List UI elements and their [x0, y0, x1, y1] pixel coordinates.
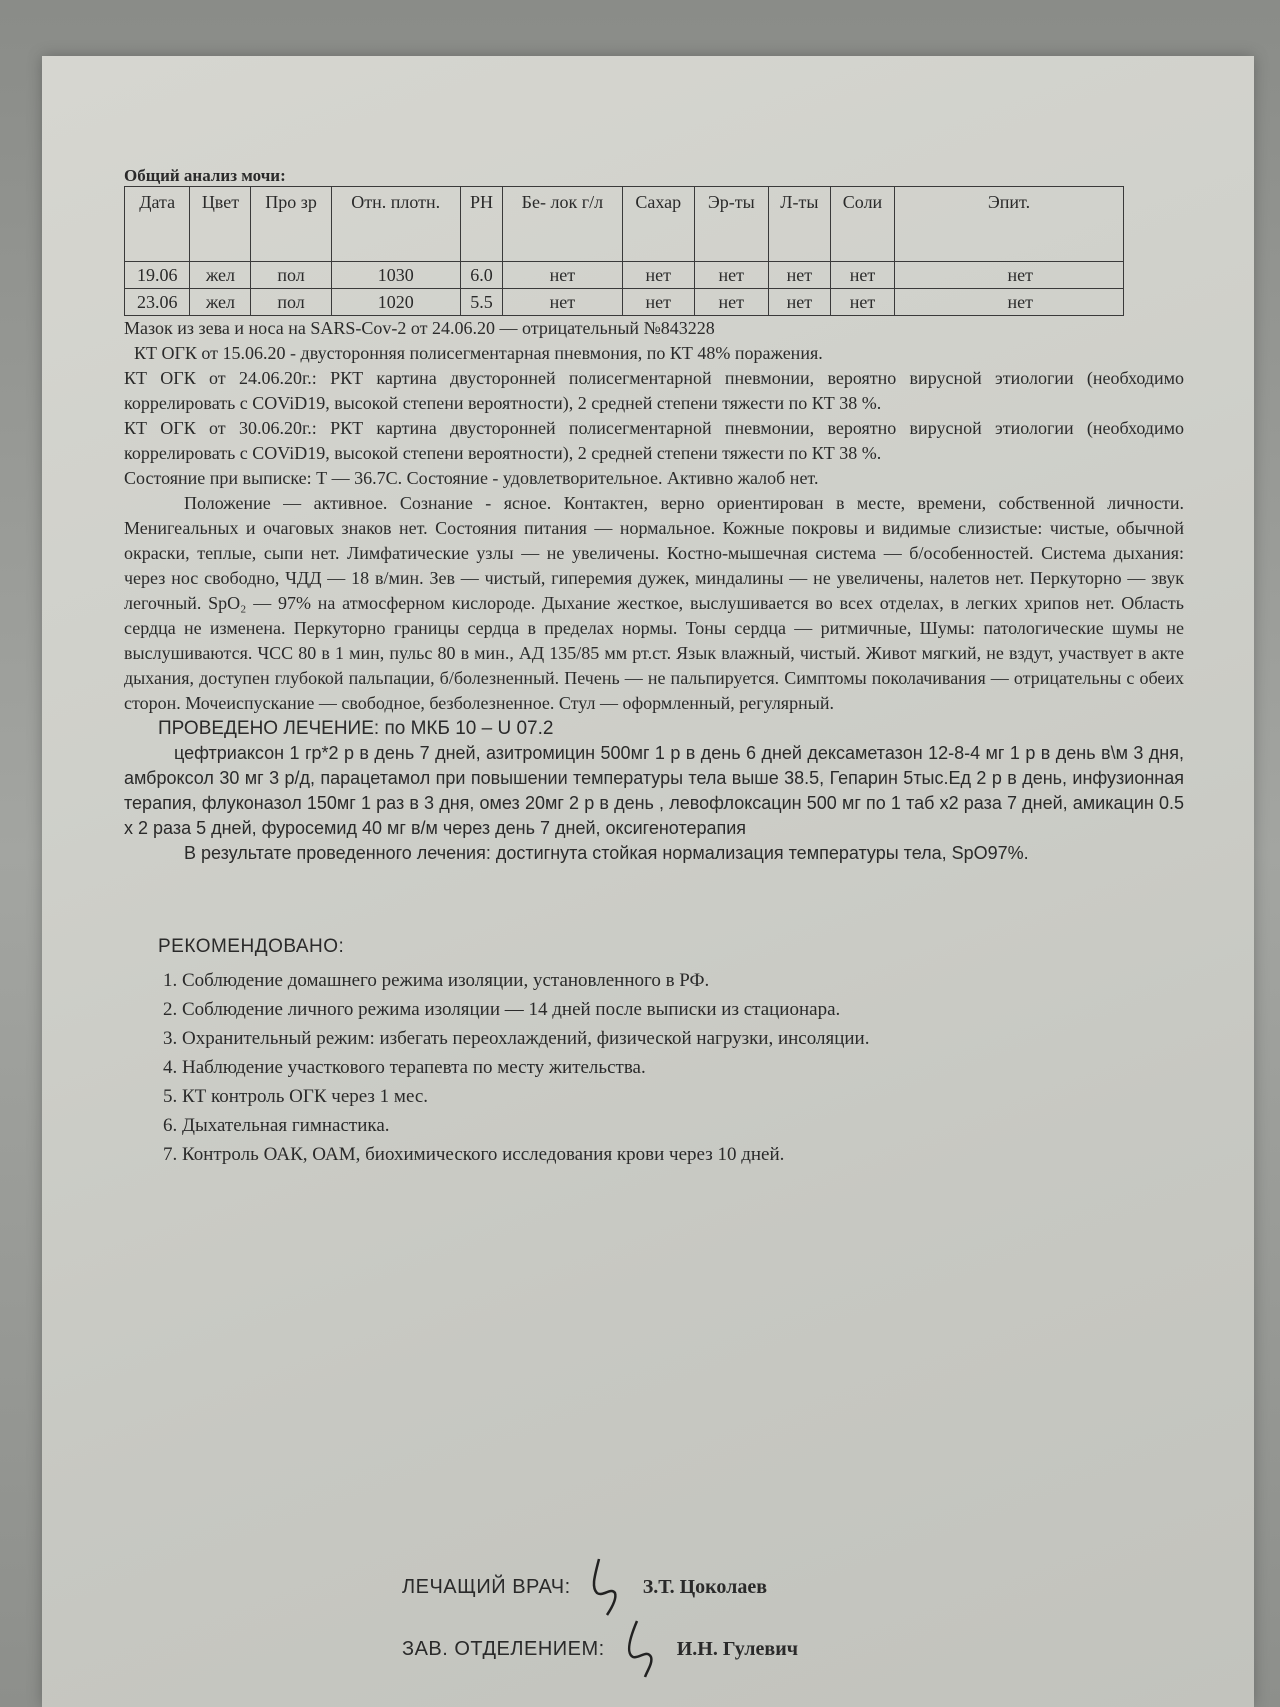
treatment-drugs: цефтриаксон 1 гр*2 р в день 7 дней, азитромицин 500мг 1 р в день 6 дней дексаметазон 12-8-4 мг 1 р в день в\м 3 дня, амброксол 30 мг 3 р/д, парацетамол при повышении температуры тела выше 38.5, Гепарин 5тыс.Ед 2 р в день, инфузионная терапия, флуконазол 150мг 1 раз в 3 дня, омез 20мг 2 р в день , левофлоксацин 500 мг по 1 таб х2 раза 7 дней, амикацин 0.5 х 2 раза 5 дней, фуросемид 40 мг в/м через день 7 дней, оксигенотерапия [124, 743, 1184, 838]
table-cell: жел [190, 289, 251, 316]
col-protein: Бе- лок г/л [503, 187, 622, 262]
col-leukocytes: Л-ты [768, 187, 830, 262]
doctor-name: З.Т. Цоколаев [642, 1575, 768, 1598]
table-row [125, 289, 1124, 316]
table-header-row [125, 187, 1124, 262]
signature-block [402, 1556, 922, 1680]
table-cell: жел [190, 262, 251, 289]
list-item: 3. Охранительный режим: избегать переохлаждений, физической нагрузки, инсоляции. [182, 1024, 1184, 1053]
col-clarity: Про зр [251, 187, 331, 262]
handwritten-signature-icon [611, 1619, 671, 1679]
document-content [124, 166, 1184, 1169]
list-item: 1. Соблюдение домашнего режима изоляции, установленного в РФ. [182, 966, 1184, 995]
treatment-heading: ПРОВЕДЕНО ЛЕЧЕНИЕ: по МКБ 10 – U 07.2 [158, 718, 554, 739]
col-date: Дата [125, 187, 190, 262]
list-item: 4. Наблюдение участкового терапевта по месту жительства. [182, 1053, 1184, 1082]
table-cell: нет [622, 289, 694, 316]
table-cell: нет [831, 289, 895, 316]
swab-result: Мазок из зева и носа на SARS-Cov-2 от 24.06.20 — отрицательный №843228 [124, 318, 715, 338]
col-density: Отн. плотн. [331, 187, 460, 262]
treatment-result: В результате проведенного лечения: достигнута стойкая нормализация температуры тела, SpO97%. [184, 843, 1029, 863]
ct-result-1: КТ ОГК от 15.06.20 - двусторонняя полисегментарная пневмония, по КТ 48% поражения. [134, 343, 823, 363]
col-salts: Соли [831, 187, 895, 262]
urine-table-title: Общий анализ мочи: [124, 166, 286, 185]
table-cell: нет [831, 262, 895, 289]
col-ph: PH [460, 187, 502, 262]
head-signature-row [402, 1618, 922, 1680]
table-cell: нет [895, 262, 1124, 289]
table-row [125, 262, 1124, 289]
head-role: ЗАВ. ОТДЕЛЕНИЕМ: [402, 1637, 605, 1660]
list-item: 2. Соблюдение личного режима изоляции — 14 дней после выписки из стационара. [182, 995, 1184, 1024]
list-item: 5. КТ контроль ОГК через 1 мес. [182, 1082, 1184, 1111]
table-cell: пол [251, 262, 331, 289]
table-cell: 1020 [331, 289, 460, 316]
col-epithelium: Эпит. [895, 187, 1124, 262]
table-cell: нет [503, 262, 622, 289]
table-cell: нет [768, 262, 830, 289]
recommendations-list [124, 966, 1184, 1169]
urine-analysis-table [124, 186, 1124, 316]
recommendations-title: РЕКОМЕНДОВАНО: [158, 936, 345, 957]
document-sheet [42, 56, 1254, 1707]
table-cell: нет [694, 289, 768, 316]
ct-result-3: КТ ОГК от 30.06.20г.: РКТ картина двусторонней полисегментарной пневмонии, вероятно вирусной этиологии (необходимо коррелировать с COViD19, высокой степени вероятности), 2 средней степени тяжести по КТ 38 %. [124, 418, 1184, 463]
list-item: 6. Дыхательная гимнастика. [182, 1111, 1184, 1140]
col-erythrocytes: Эр-ты [694, 187, 768, 262]
handwritten-signature-icon [577, 1557, 637, 1617]
table-cell: нет [503, 289, 622, 316]
table-cell: 6.0 [460, 262, 502, 289]
table-cell: пол [251, 289, 331, 316]
table-cell: нет [895, 289, 1124, 316]
table-cell: нет [622, 262, 694, 289]
physical-exam: Положение — активное. Сознание - ясное. Контактен, верно ориентирован в месте, времени, собственной личности. Менигеальных и очаговых знаков нет. Состояния питания — нормальное. Кожные покровы и видимые слизистые: чистые, обычной окраски, теплые, сыпи нет. Лимфатические узлы — не увеличены. Костно-мышечная система — б/особенностей. Система дыхания: через нос свободно, ЧДД — 18 в/мин. Зев — чистый, гиперемия дужек, миндалины — не увеличены, налетов нет. Перкуторно — звук легочный. SpO₂ — 97% на атмосферном кислороде. Дыхание жесткое, выслушивается во всех отделах, в легких хрипов нет. Область сердца не изменена. Перкуторно границы сердца в пределах нормы. Тоны сердца — ритмичные, Шумы: патологические шумы не выслушиваются. ЧСС 80 в 1 мин, пульс 80 в мин., АД 135/85 мм рт.ст. Язык влажный, чистый. Живот мягкий, не вздут, участвует в акте дыхания, доступен глубокой пальпации, б/болезненный. Печень — не пальпируется. Симптомы поколачивания — отрицательны с обеих сторон. Мочеиспускание — свободное, безболезненное. Стул — оформленный, регулярный. [124, 493, 1184, 713]
col-sugar: Сахар [622, 187, 694, 262]
table-cell: 23.06 [125, 289, 190, 316]
table-cell: 5.5 [460, 289, 502, 316]
ct-result-2: КТ ОГК от 24.06.20г.: РКТ картина двусторонней полисегментарной пневмонии, вероятно вирусной этиологии (необходимо коррелировать с COViD19, высокой степени вероятности), 2 средней степени тяжести по КТ 38 %. [124, 368, 1184, 413]
col-color: Цвет [190, 187, 251, 262]
list-item: 7. Контроль ОАК, ОАМ, биохимического исследования крови через 10 дней. [182, 1140, 1184, 1169]
discharge-state: Состояние при выписке: Т — 36.7С. Состояние - удовлетворительное. Активно жалоб нет. [124, 468, 819, 488]
table-cell: нет [768, 289, 830, 316]
table-cell: 19.06 [125, 262, 190, 289]
doctor-signature-row [402, 1556, 922, 1618]
head-name: И.Н. Гулевич [676, 1637, 798, 1660]
table-cell: 1030 [331, 262, 460, 289]
doctor-role: ЛЕЧАЩИЙ ВРАЧ: [402, 1575, 571, 1598]
table-cell: нет [694, 262, 768, 289]
